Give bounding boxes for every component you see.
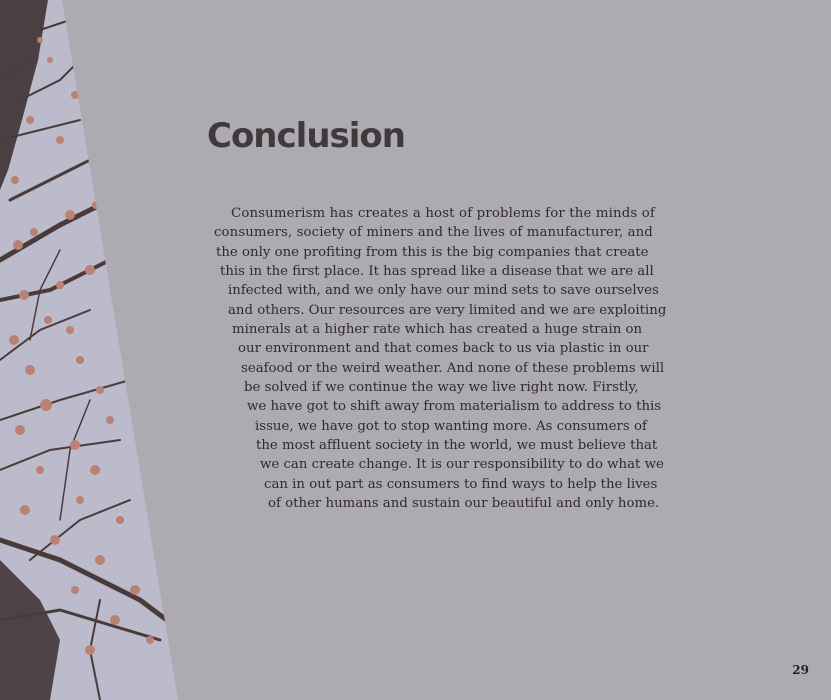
text-line: consumers, society of miners and the lives of manufacturer, and (214, 225, 653, 240)
text-line: minerals at a higher rate which has created a huge strain on (232, 322, 643, 337)
text-line: be solved if we continue the way we live right now. Firstly, (244, 380, 639, 395)
text-line: infected with, and we only have our mind sets to save ourselves (228, 283, 659, 298)
text-line: the most affluent society in the world, we must believe that (256, 438, 658, 453)
text-line: and others. Our resources are very limited and we are exploiting (228, 303, 667, 318)
text-line: we can create change. It is our responsibility to do what we (260, 457, 664, 472)
text-line: Consumerism has creates a host of problems for the minds of (231, 206, 655, 221)
text-line: we have got to shift away from materialism to address to this (247, 399, 662, 414)
text-line: can in out part as consumers to find ways to help the lives (264, 477, 658, 492)
page-number: 29 (792, 663, 809, 677)
text-line: seafood or the weird weather. And none of these problems will (241, 361, 665, 376)
text-line: issue, we have got to stop wanting more. As consumers of (255, 419, 647, 434)
text-line: our environment and that comes back to us via plastic in our (238, 341, 649, 356)
text-line: of other humans and sustain our beautiful and only home. (268, 496, 660, 511)
page-title: Conclusion (207, 116, 405, 156)
text-line: this in the first place. It has spread like a disease that we are all (220, 264, 654, 279)
text-line: the only one profiting from this is the big companies that create (216, 245, 649, 260)
body-paragraph (200, 206, 684, 516)
